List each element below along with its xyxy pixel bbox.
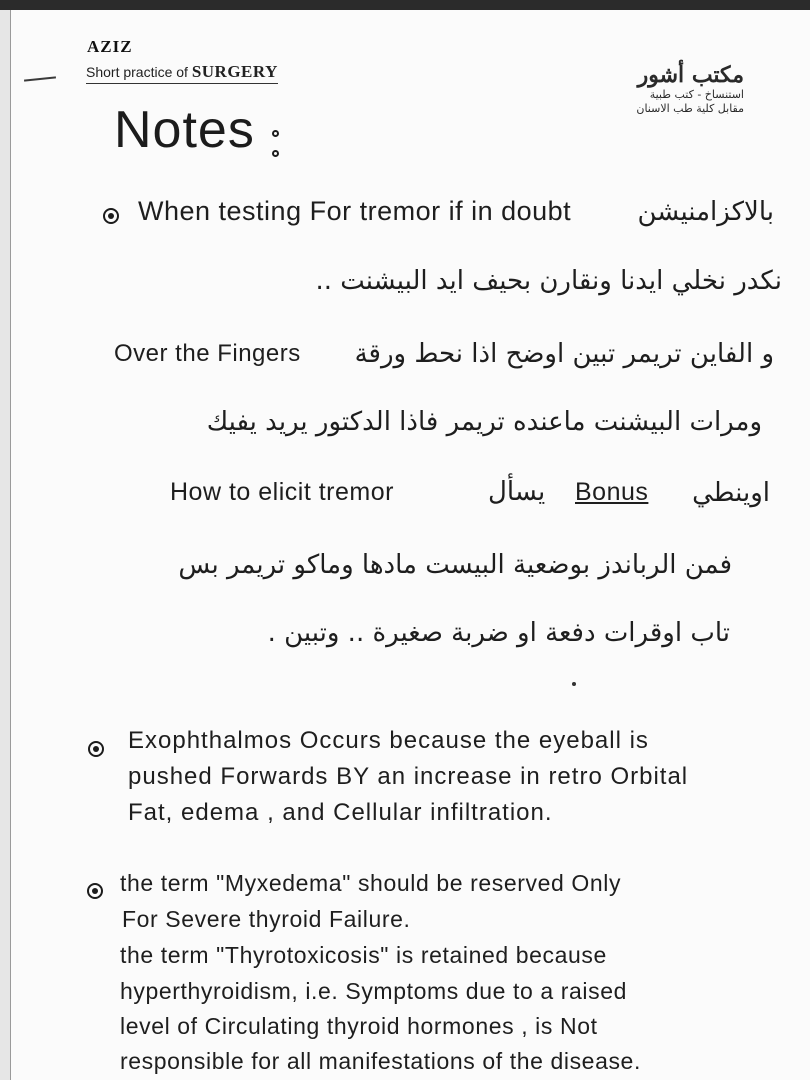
stamp-line-1: استنساخ - كتب طبية — [649, 88, 744, 101]
header-subtitle-prefix: Short practice of — [86, 64, 192, 80]
notes-title: Notes — [114, 101, 255, 159]
stamp-line-2: مقابل كلية طب الاسنان — [636, 102, 744, 115]
stray-dot — [572, 682, 576, 686]
note1-line3-en: Over the Fingers — [114, 340, 301, 367]
margin-mark — [24, 76, 56, 81]
note3-line1: the term "Myxedema" should be reserved Only — [120, 870, 622, 896]
note2-line2: pushed Forwards BY an increase in retro Orbital — [128, 763, 689, 790]
scan-edge-top — [0, 0, 810, 10]
note1-line1-en: When testing For tremor if in doubt — [138, 196, 572, 226]
header-subtitle — [86, 62, 278, 84]
note3-line2: For Severe thyroid Failure. — [122, 906, 411, 932]
note3-line4: hyperthyroidism, i.e. Symptoms due to a raised — [120, 978, 627, 1004]
note1-line5-en-a: How to elicit tremor — [170, 478, 394, 506]
shop-stamp — [534, 62, 744, 116]
note1-line3-ar: و الفاين تريمر تبين اوضح اذا نحط ورقة — [354, 339, 774, 369]
scan-edge-left — [0, 10, 11, 1080]
bullet-icon — [87, 883, 103, 899]
note1-line5-ar-b: اوينطي — [692, 478, 770, 508]
bullet-icon — [88, 741, 104, 757]
stamp-title: مكتب أشور — [637, 62, 744, 88]
notes-colon — [272, 130, 280, 164]
note3-line5: level of Circulating thyroid hormones , is Not — [120, 1013, 598, 1039]
note3-line6: responsible for all manifestations of the disease. — [120, 1048, 641, 1074]
header-brand: AZIZ — [87, 37, 133, 56]
note1-line6-ar: فمن الرباندز بوضعية البيست مادها وماكو تريمر بس — [178, 550, 732, 580]
note1-line7-ar: تاب اوقرات دفعة او ضربة صغيرة .. وتبين . — [267, 618, 730, 648]
note1-line5-en-b: Bonus — [575, 478, 649, 506]
note2-line3: Fat, edema , and Cellular infiltration. — [128, 799, 553, 826]
note1-line5-ar-a: يسأل — [488, 477, 546, 507]
note1-line2-ar: نكدر نخلي ايدنا ونقارن بحيف ايد البيشنت .. — [315, 266, 782, 296]
note1-line4-ar: ومرات البيشنت ماعنده تريمر فاذا الدكتور يريد يفيك — [206, 407, 762, 437]
header-subtitle-emphasis: SURGERY — [191, 62, 278, 81]
bullet-icon — [103, 208, 119, 224]
note1-line1-ar: بالاكزامنيشن — [637, 197, 774, 227]
note3-line3: the term "Thyrotoxicosis" is retained because — [120, 942, 607, 968]
note2-line1: Exophthalmos Occurs because the eyeball is — [128, 727, 649, 754]
